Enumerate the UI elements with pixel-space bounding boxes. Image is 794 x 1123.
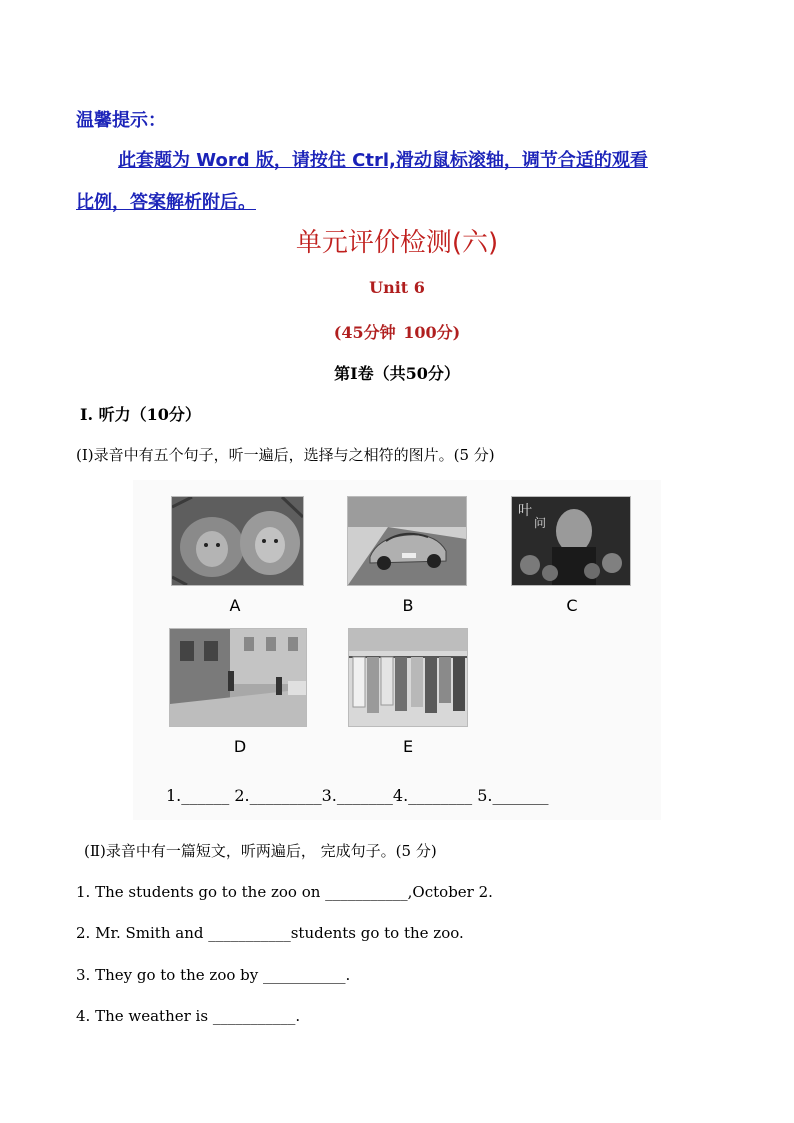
volume-heading: 第Ⅰ卷（共50分） [334, 364, 460, 383]
movie-poster-photo [511, 496, 631, 586]
question-1[interactable]: 1. The students go to the zoo on ___________,October 2. [76, 883, 493, 901]
picture-panel [133, 480, 661, 820]
picture-label-c: C [566, 596, 578, 615]
svg-text:问: 问 [534, 516, 547, 530]
lion-photo [171, 496, 304, 586]
section-heading-listening: Ⅰ. 听力（10分） [80, 405, 201, 424]
svg-text:叶: 叶 [518, 503, 532, 519]
part2-instruction: (Ⅱ)录音中有一篇短文，听两遍后， 完成句子。(5 分) [84, 842, 437, 860]
question-4[interactable]: 4. The weather is ___________. [76, 1007, 301, 1025]
clothes-store-photo [348, 628, 468, 727]
question-2[interactable]: 2. Mr. Smith and ___________students go to the zoo. [76, 924, 464, 942]
time-score: (45分钟 100分) [333, 323, 461, 342]
part1-instruction: (Ⅰ)录音中有五个句子，听一遍后，选择与之相符的图片。(5 分) [76, 446, 495, 464]
car-photo [347, 496, 467, 586]
tip-title: 温馨提示： [76, 110, 166, 131]
tip-text-line2: 比例，答案解析附后。 [76, 192, 256, 213]
question-3[interactable]: 3. They go to the zoo by ___________. [76, 966, 351, 984]
tip-text-line1: 此套题为 Word 版，请按住 Ctrl,滑动鼠标滚轴，调节合适的观看 [118, 150, 648, 171]
picture-label-a: A [229, 596, 241, 615]
unit-subtitle: Unit 6 [369, 278, 425, 297]
picture-label-d: D [233, 737, 247, 756]
picture-label-e: E [402, 737, 414, 756]
picture-label-b: B [402, 596, 414, 615]
page-title: 单元评价检测(六) [295, 228, 499, 258]
answer-blanks[interactable]: 1.______ 2._________3._______4.________ 5._______ [166, 786, 549, 805]
street-photo [169, 628, 307, 727]
